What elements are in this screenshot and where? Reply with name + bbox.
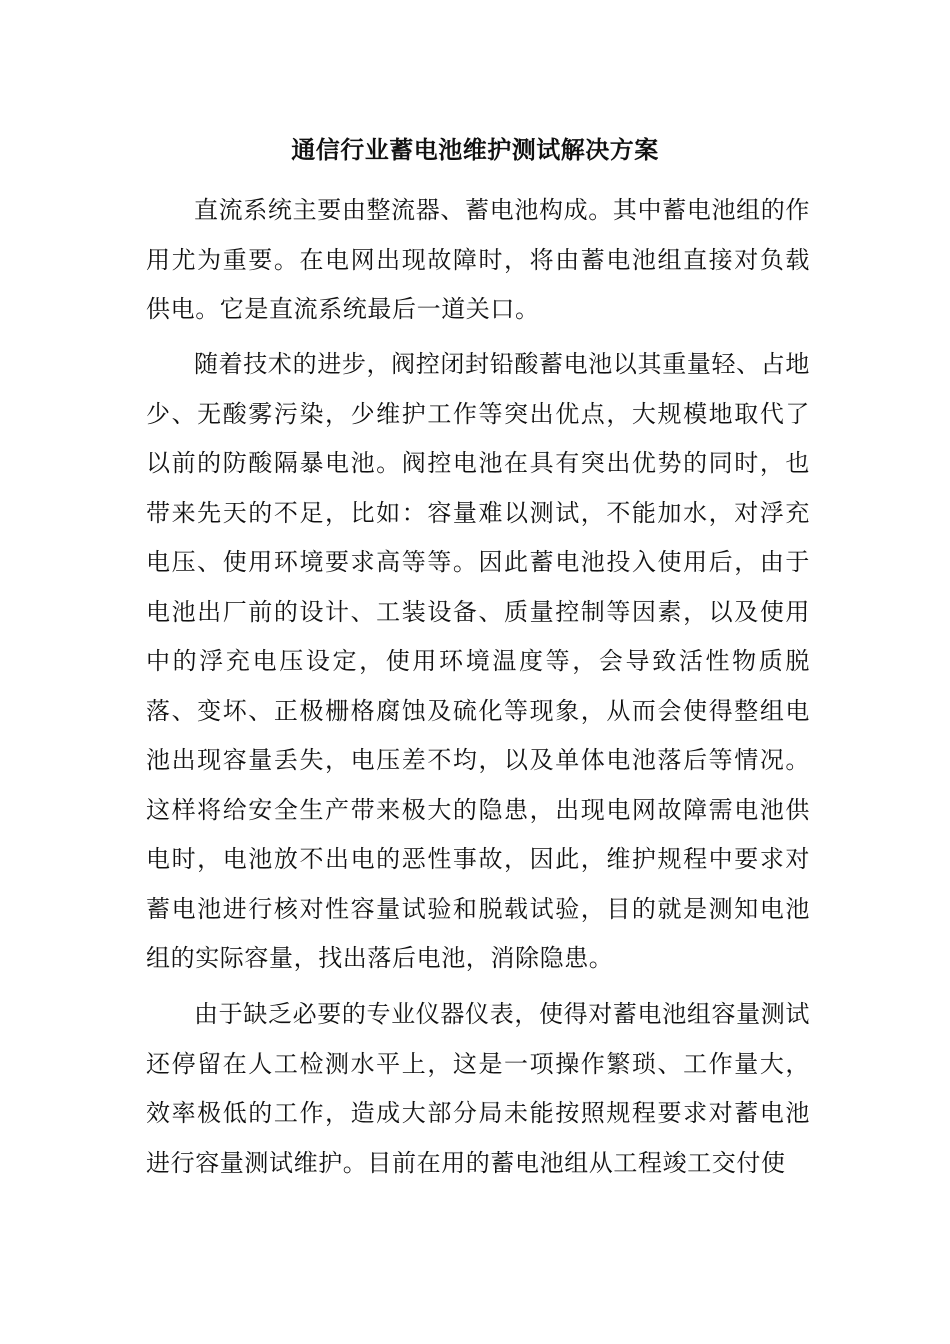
paragraph-dc-system: 直流系统主要由整流器、蓄电池构成。其中蓄电池组的作用尤为重要。在电网出现故障时，将由蓄电池组直接对负载供电。它是直流系统最后一道关口。 bbox=[146, 196, 810, 323]
paragraph-capacity-testing: 由于缺乏必要的专业仪器仪表，使得对蓄电池组容量测试还停留在人工检测水平上，这是一项操作繁琐、工作量大，效率极低的工作，造成大部分局未能按照规程要求对蓄电池进行容量测试维护。目前在用的蓄电池组从工程竣工交付使 bbox=[146, 1000, 810, 1177]
document-title: 通信行业蓄电池维护测试解决方案 bbox=[291, 135, 659, 164]
paragraph-vrla-battery: 随着技术的进步，阀控闭封铅酸蓄电池以其重量轻、占地少、无酸雾污染，少维护工作等突出优点，大规模地取代了以前的防酸隔暴电池。阀控电池在具有突出优势的同时，也带来先天的不足，比如：容量难以测试，不能加水，对浮充电压、使用环境要求高等等。因此蓄电池投入使用后，由于电池出厂前的设计、工装设备、质量控制等因素，以及使用中的浮充电压设定，使用环境温度等，会导致活性物质脱落、变坏、正极栅格腐蚀及硫化等现象，从而会使得整组电池出现容量丢失，电压差不均，以及单体电池落后等情况。这样将给安全生产带来极大的隐患，出现电网故障需电池供电时，电池放不出电的恶性事故，因此，维护规程中要求对蓄电池进行核对性容量试验和脱载试验，目的就是测知电池组的实际容量，找出落后电池，消除隐患。 bbox=[146, 350, 810, 972]
